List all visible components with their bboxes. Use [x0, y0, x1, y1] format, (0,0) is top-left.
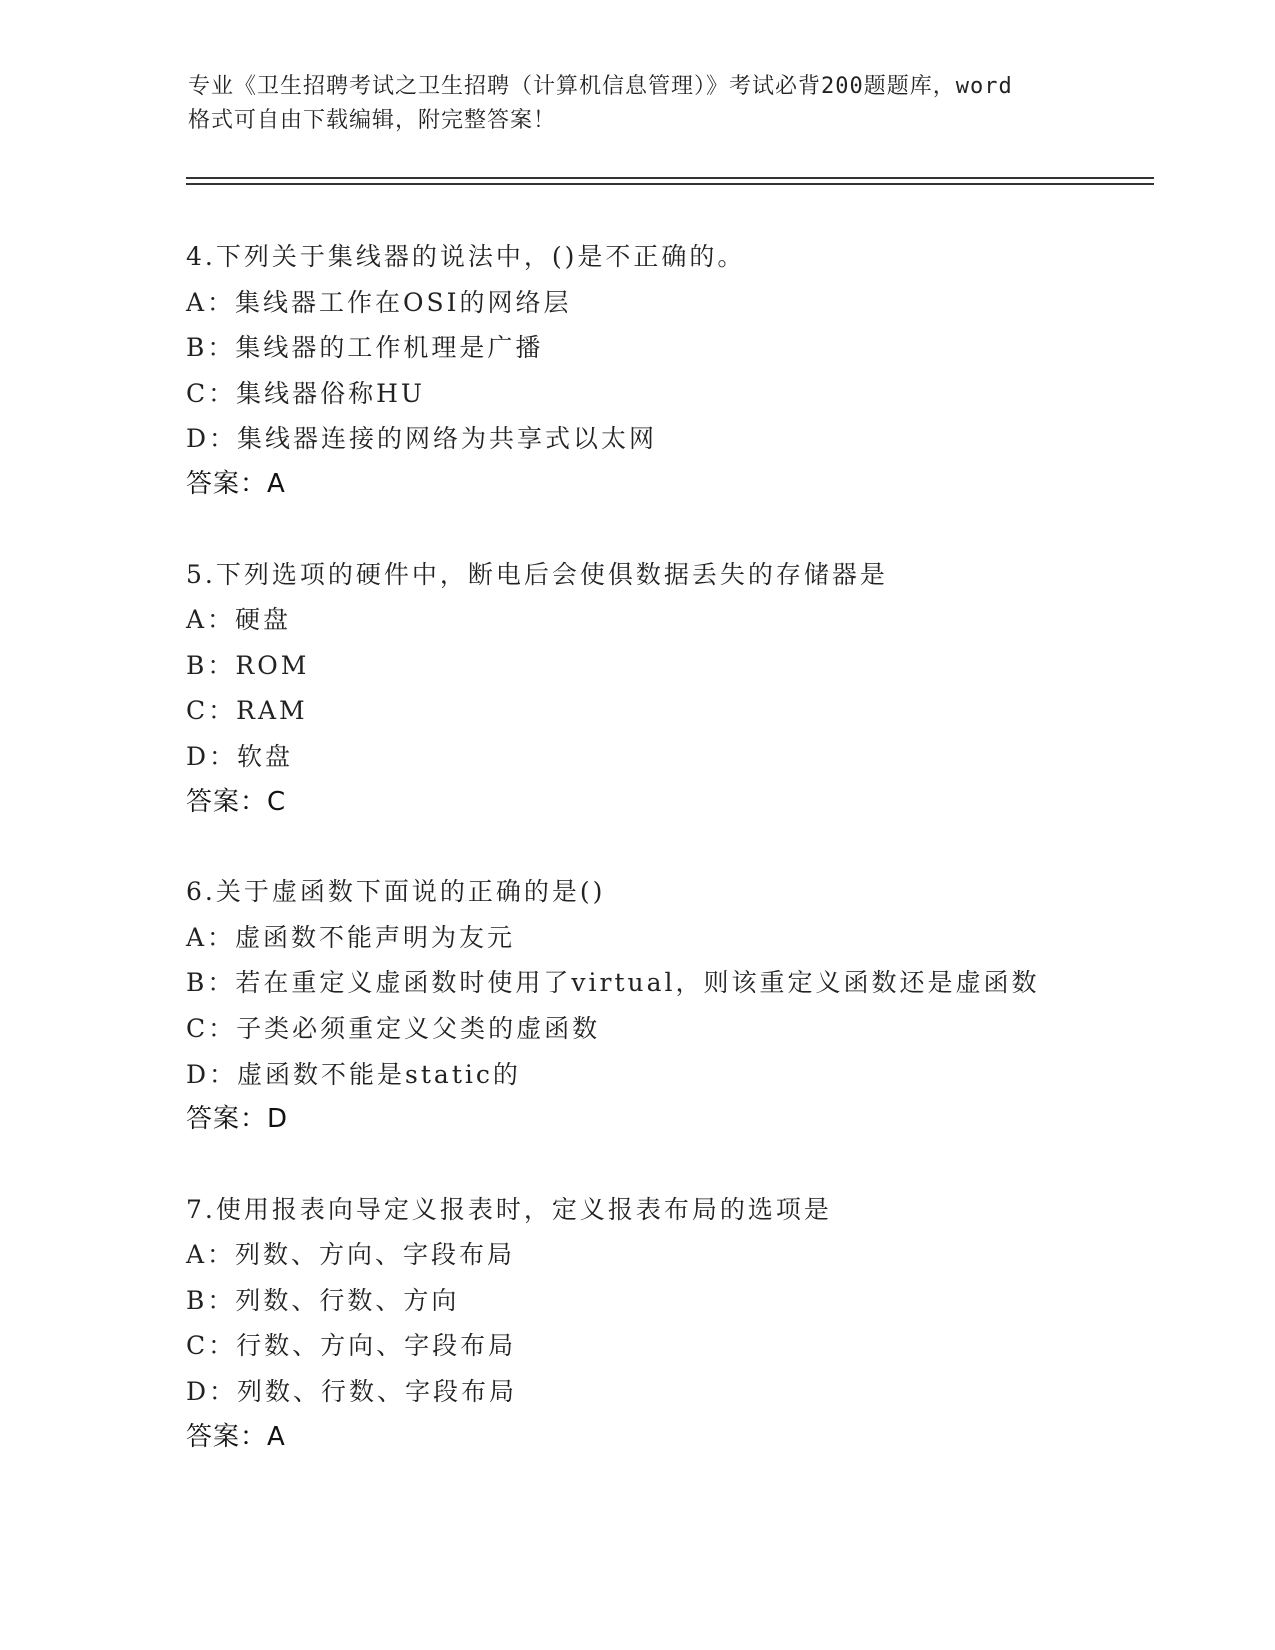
answer-line: 答案：D: [186, 1104, 289, 1135]
option-c: C：子类必须重定义父类的虚函数: [186, 1013, 601, 1043]
question-7: [186, 1187, 1146, 1461]
option-a: A：硬盘: [186, 605, 292, 635]
option-d: D：虚函数不能是static的: [186, 1059, 521, 1089]
option-c: C：集线器俗称HU: [186, 378, 426, 408]
document-header: [188, 70, 1108, 138]
option-d: D：软盘: [186, 741, 294, 771]
option-a: A：列数、方向、字段布局: [186, 1240, 516, 1270]
option-a: A：集线器工作在OSI的网络层: [186, 287, 572, 317]
option-b: B：集线器的工作机理是广播: [186, 333, 544, 363]
header-line-2: 格式可自由下载编辑，附完整答案！: [188, 108, 557, 133]
option-a: A：虚函数不能声明为友元: [186, 922, 516, 952]
question-stem: 5.下列选项的硬件中，断电后会使俱数据丢失的存储器是: [186, 559, 888, 589]
question-stem: 4.下列关于集线器的说法中，()是不正确的。: [186, 242, 746, 271]
answer-line: 答案：A: [186, 1421, 286, 1452]
answer-line: 答案：A: [186, 468, 286, 499]
option-d: D：列数、行数、字段布局: [186, 1377, 518, 1407]
option-c: C：RAM: [186, 696, 308, 726]
option-b: B：ROM: [186, 650, 310, 680]
option-b: B：列数、行数、方向: [186, 1285, 460, 1315]
question-stem: 7.使用报表向导定义报表时，定义报表布局的选项是: [186, 1194, 832, 1224]
question-4: [186, 234, 1146, 508]
answer-line: 答案：C: [186, 786, 287, 817]
question-list: [186, 234, 1146, 1460]
header-line-1: 专业《卫生招聘考试之卫生招聘（计算机信息管理）》考试必背200题题库，word: [188, 74, 1013, 99]
option-d: D：集线器连接的网络为共享式以太网: [186, 424, 658, 454]
question-5: [186, 552, 1146, 826]
header-divider-bottom: [186, 183, 1154, 185]
question-6: [186, 869, 1146, 1143]
option-b: B：若在重定义虚函数时使用了virtual，则该重定义函数还是虚函数: [186, 968, 1040, 998]
option-c: C：行数、方向、字段布局: [186, 1331, 517, 1361]
question-stem: 6.关于虚函数下面说的正确的是(): [186, 877, 606, 907]
header-divider-top: [186, 177, 1154, 179]
